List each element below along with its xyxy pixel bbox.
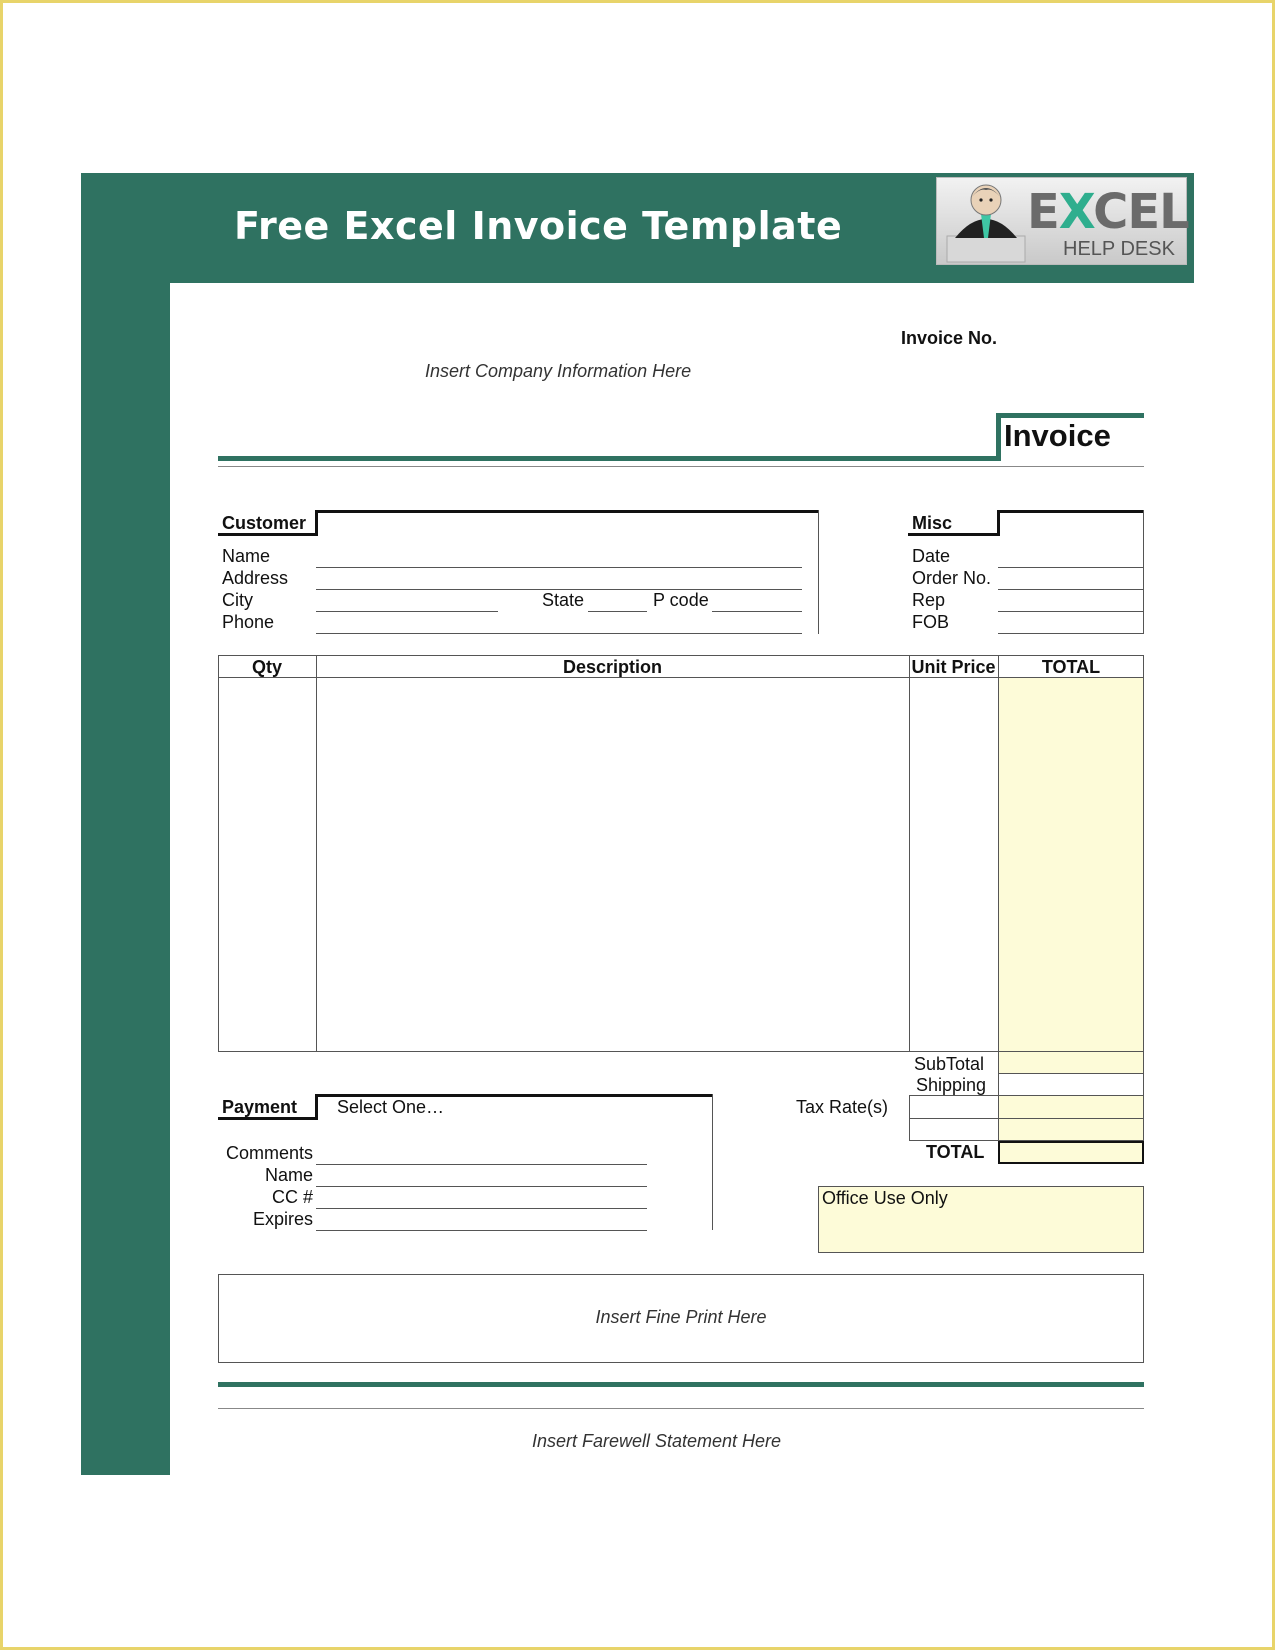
payment-name-label: Name — [264, 1165, 313, 1185]
payment-name-field[interactable] — [316, 1186, 647, 1187]
payment-heading: Payment — [222, 1097, 298, 1117]
fine-print-text: Insert Fine Print Here — [595, 1307, 767, 1327]
customer-city-field[interactable] — [316, 611, 498, 612]
misc-date-label: Date — [912, 546, 951, 566]
customer-state-label: State — [542, 590, 585, 610]
customer-phone-field[interactable] — [316, 633, 802, 634]
customer-phone-label: Phone — [222, 612, 275, 632]
misc-date-field[interactable] — [998, 567, 1144, 568]
footer-rule-thin — [218, 1408, 1144, 1409]
misc-rep-label: Rep — [912, 590, 946, 610]
misc-underline — [908, 533, 1000, 536]
customer-rightline — [818, 510, 819, 634]
col-header-total: TOTAL — [1041, 657, 1101, 677]
customer-step — [315, 510, 318, 536]
shipping-field[interactable] — [998, 1073, 1144, 1096]
customer-underline — [218, 533, 317, 536]
left-sidebar-band — [81, 283, 170, 1475]
grand-total-field[interactable] — [998, 1141, 1144, 1164]
misc-fob-field[interactable] — [998, 633, 1144, 634]
grand-total-label: TOTAL — [926, 1142, 985, 1162]
misc-rep-field[interactable] — [998, 611, 1144, 612]
footer-rule-green — [218, 1382, 1144, 1387]
tax-amount-divider — [998, 1118, 1144, 1119]
misc-fob-label: FOB — [912, 612, 950, 632]
logo-wordmark: EXCEL — [1027, 184, 1189, 240]
customer-state-field[interactable] — [588, 611, 647, 612]
col-divider-desc — [909, 655, 910, 1052]
heading-rule-green — [218, 456, 999, 461]
logo-subtitle: HELP DESK — [1063, 238, 1175, 260]
banner-title: Free Excel Invoice Template — [234, 204, 843, 248]
company-info-placeholder[interactable]: Insert Company Information Here — [425, 361, 692, 381]
invoice-tab-side — [996, 413, 1001, 461]
comments-field[interactable] — [316, 1164, 647, 1165]
payment-step — [315, 1094, 318, 1120]
col-header-qty: Qty — [251, 657, 282, 677]
invoice-heading: Invoice — [1004, 418, 1111, 453]
customer-heading: Customer — [222, 513, 307, 533]
col-divider-price — [998, 655, 999, 1052]
shipping-label: Shipping — [916, 1075, 987, 1095]
comments-label: Comments — [225, 1143, 313, 1163]
col-header-unit-price: Unit Price — [911, 657, 996, 677]
total-column-fill — [998, 677, 1143, 1051]
payment-method-select[interactable]: Select One… — [337, 1097, 445, 1117]
misc-heading: Misc — [912, 513, 953, 533]
items-entry-area[interactable] — [317, 678, 908, 1050]
misc-order-field[interactable] — [998, 589, 1144, 590]
excel-help-desk-logo — [936, 177, 1187, 265]
tax-rate-label: Tax Rate(s) — [796, 1097, 889, 1117]
customer-topline — [315, 510, 819, 513]
misc-step — [997, 510, 1000, 536]
payment-underline — [218, 1117, 317, 1120]
cc-field[interactable] — [316, 1208, 647, 1209]
heading-rule-thin — [218, 466, 1144, 467]
misc-order-label: Order No. — [912, 568, 992, 588]
subtotal-label: SubTotal — [914, 1054, 985, 1074]
cc-label: CC # — [271, 1187, 313, 1207]
customer-pcode-label: P code — [653, 590, 709, 610]
expires-label: Expires — [252, 1209, 313, 1229]
subtotal-field[interactable] — [998, 1051, 1144, 1074]
invoice-number-label: Invoice No. — [901, 328, 998, 348]
farewell-text: Insert Farewell Statement Here — [531, 1431, 782, 1451]
person-icon — [941, 178, 1031, 264]
customer-city-label: City — [222, 590, 253, 610]
customer-pcode-field[interactable] — [712, 611, 802, 612]
col-header-description: Description — [562, 657, 663, 677]
payment-rightline — [712, 1094, 713, 1230]
office-use-label: Office Use Only — [822, 1188, 948, 1208]
misc-rightline — [1143, 510, 1144, 634]
customer-name-field[interactable] — [316, 567, 802, 568]
expires-field[interactable] — [316, 1230, 647, 1231]
customer-address-label: Address — [222, 568, 289, 588]
customer-name-label: Name — [222, 546, 271, 566]
misc-topline — [997, 510, 1144, 513]
